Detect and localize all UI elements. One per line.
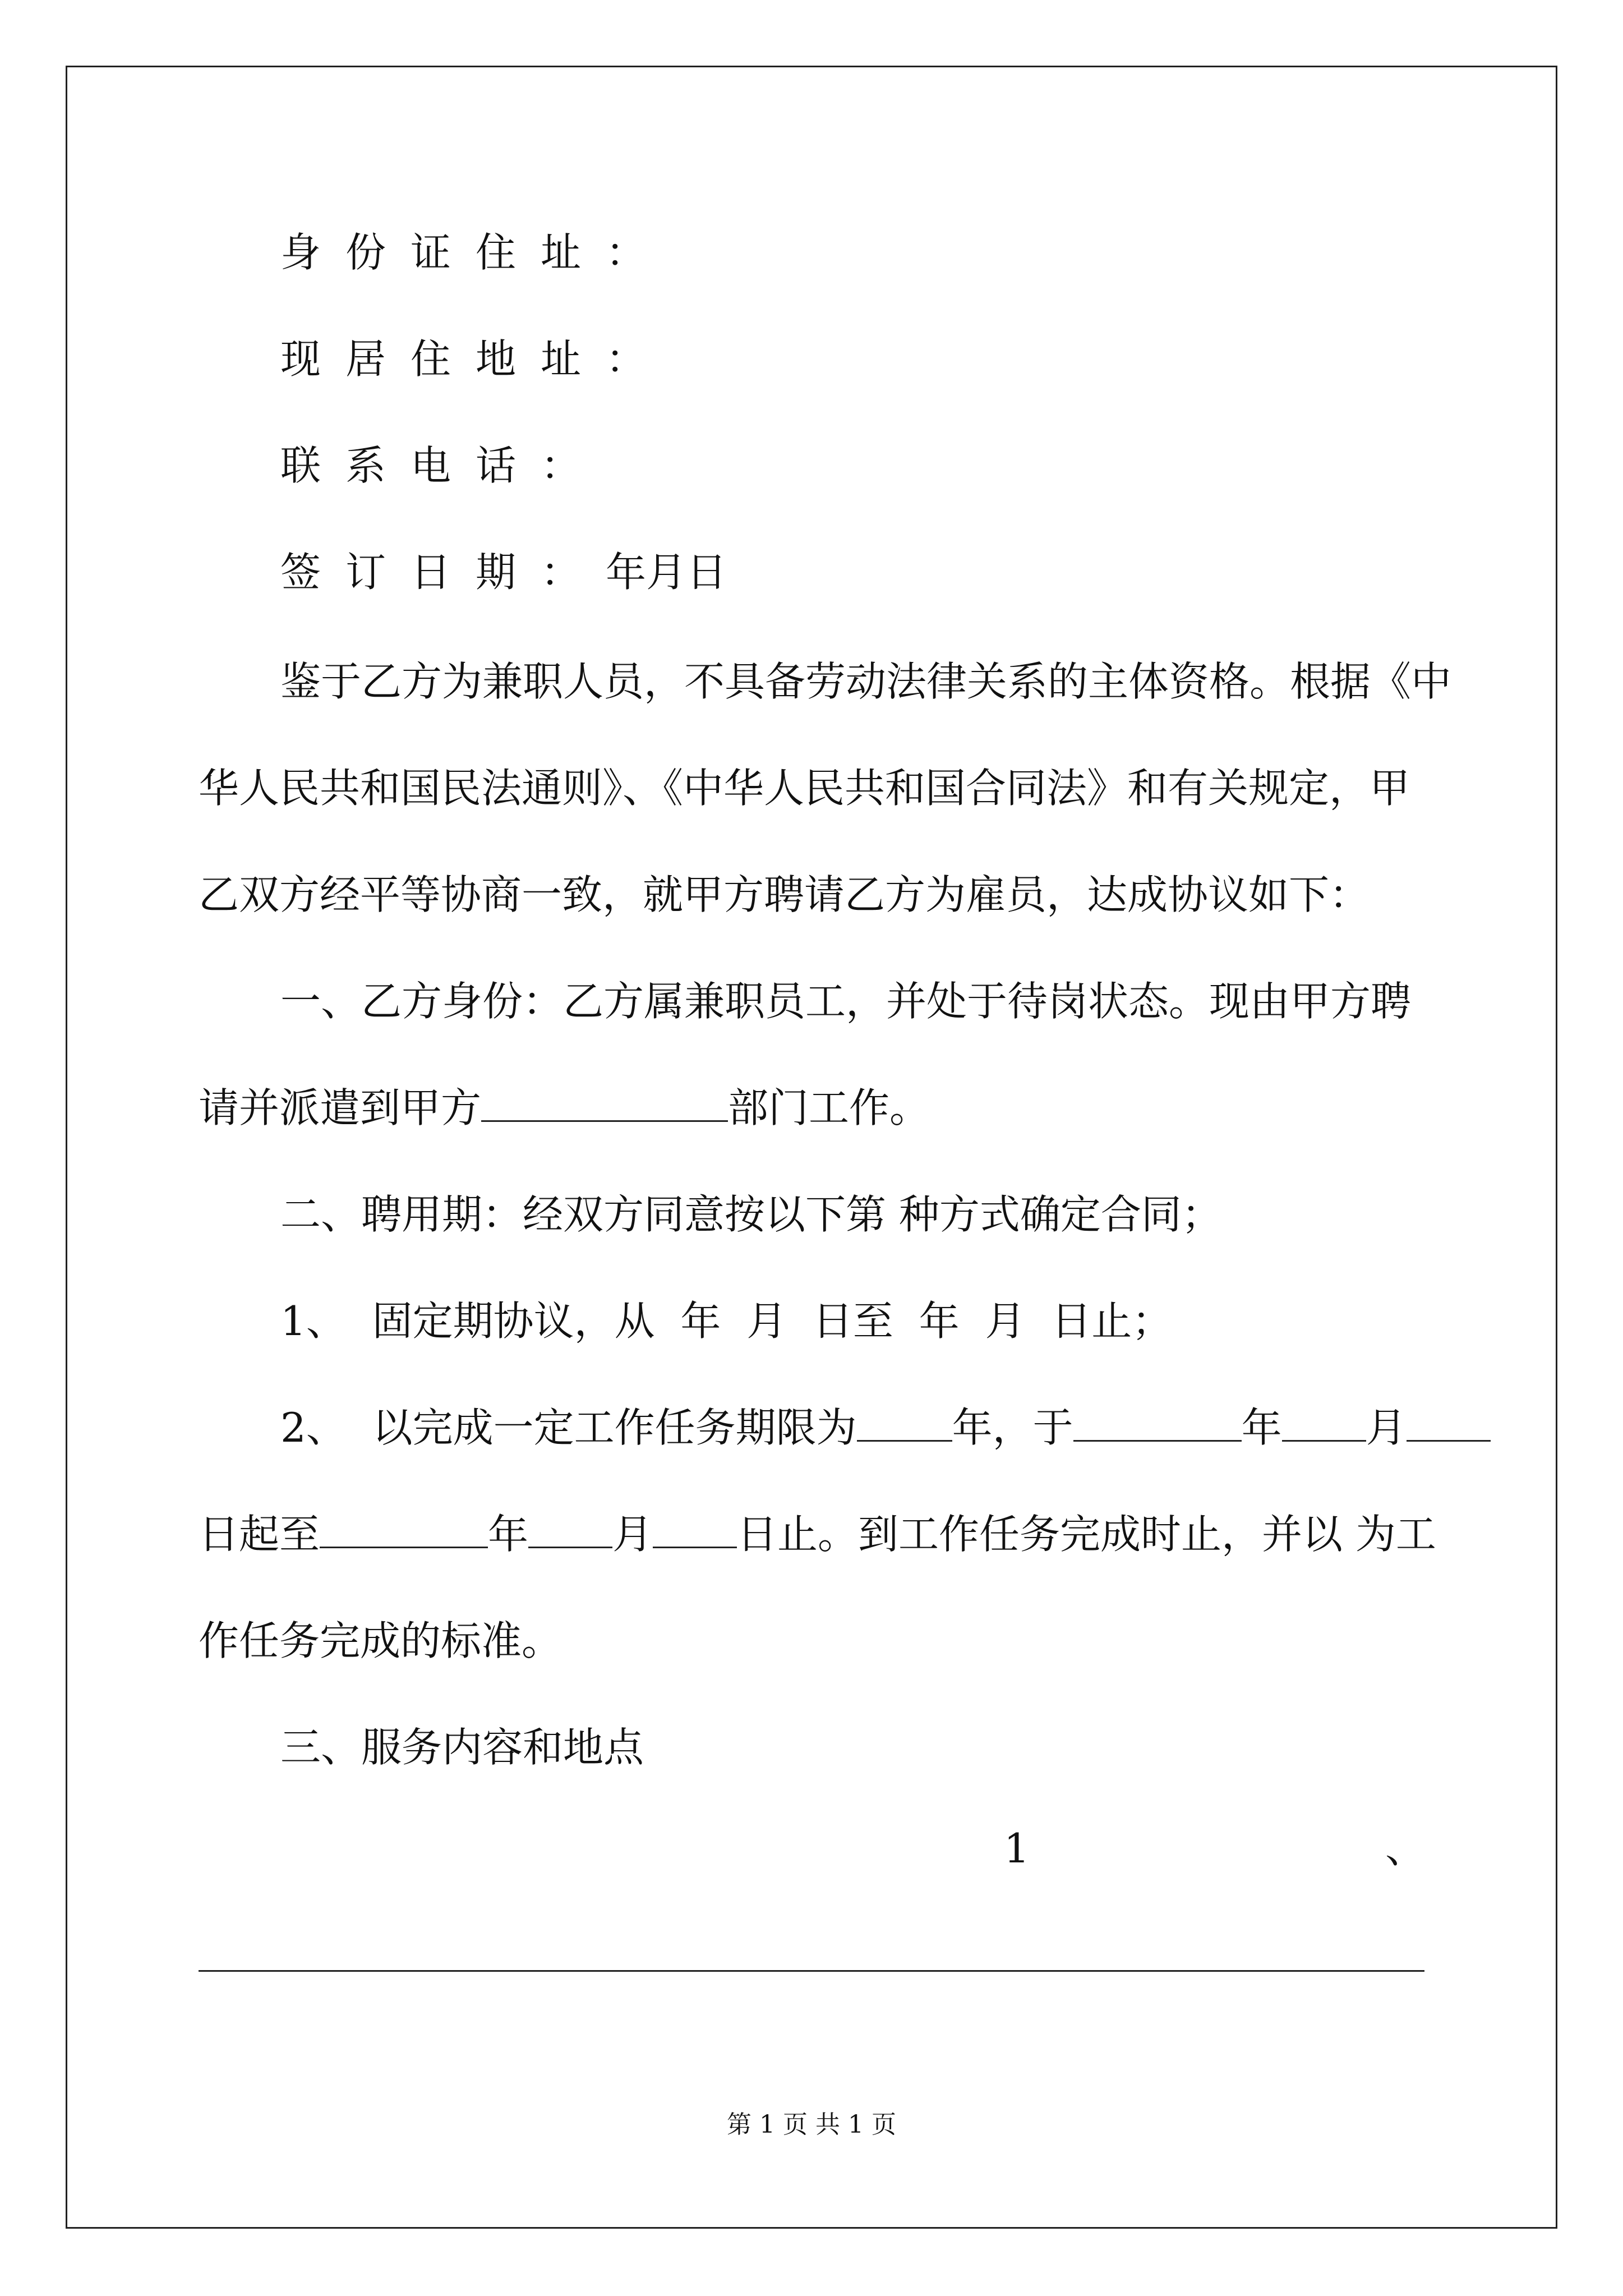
clause-2-line: 二、聘用期：经双方同意按以下第 种方式确定合同； <box>280 1191 1222 1238</box>
preamble-line-3: 乙双方经平等协商一致，就甲方聘请乙方为雇员，达成协议如下： <box>199 871 1370 918</box>
end-month-blank <box>528 1512 612 1548</box>
option-1-line: 1、 固定期协议，从 年 月 日至 年 月 日止； <box>280 1297 1173 1345</box>
option-2-text-h: 日止。到工作任务完成时止，并以 为工 <box>737 1511 1436 1558</box>
item-mark: 、 <box>1385 1825 1426 1872</box>
preamble-line-1: 鉴于乙方为兼职人员，不具备劳动法律关系的主体资格。根据《中 <box>280 658 1452 705</box>
sign-date-line <box>280 547 727 597</box>
end-year-blank <box>320 1512 488 1548</box>
clause-1-text-b: 部门工作。 <box>728 1084 930 1131</box>
department-blank <box>481 1085 728 1122</box>
id-address-label: 身份证住址： <box>280 229 671 276</box>
years-blank <box>857 1405 952 1442</box>
item-number: 1 <box>1004 1825 1030 1872</box>
end-day-blank <box>653 1512 737 1548</box>
page-border <box>66 66 1557 2229</box>
option-2-line-1 <box>280 1402 1491 1453</box>
start-day-blank <box>1407 1405 1491 1442</box>
option-2-text-a: 2、 以完成一定工作任务期限为 <box>280 1404 857 1451</box>
start-year-blank <box>1073 1405 1242 1442</box>
clause-1-line-1: 一、乙方身份：乙方属兼职员工，并处于待岗状态。现由甲方聘 <box>280 978 1412 1025</box>
option-2-line-2 <box>199 1509 1436 1559</box>
option-2-text-c: 年 <box>1241 1404 1282 1451</box>
option-2-text-b: 年，于 <box>952 1404 1073 1451</box>
page-footer: 第 1 页 共 1 页 <box>727 2110 896 2139</box>
option-2-text-f: 年 <box>488 1511 529 1558</box>
option-2-text-e: 日起至 <box>199 1511 320 1558</box>
option-2-text-d: 月 <box>1366 1404 1407 1451</box>
option-2-line-3: 作任务完成的标准。 <box>199 1617 562 1664</box>
option-2-text-g: 月 <box>612 1511 653 1558</box>
preamble-line-2: 华人民共和国民法通则》、《中华人民共和国合同法》和有关规定，甲 <box>199 765 1410 812</box>
bottom-rule <box>199 1970 1424 1972</box>
clause-1-line-2 <box>199 1083 930 1133</box>
phone-label: 联系电话： <box>280 442 606 489</box>
clause-3-heading: 三、服务内容和地点 <box>280 1724 644 1771</box>
current-address-label: 现居住地址： <box>280 335 671 383</box>
start-month-blank <box>1282 1405 1366 1442</box>
sign-date-value: 年月日 <box>606 549 727 596</box>
clause-1-text-a: 请并派遣到甲方 <box>199 1084 482 1131</box>
sign-date-label: 签订日期： <box>280 549 606 596</box>
